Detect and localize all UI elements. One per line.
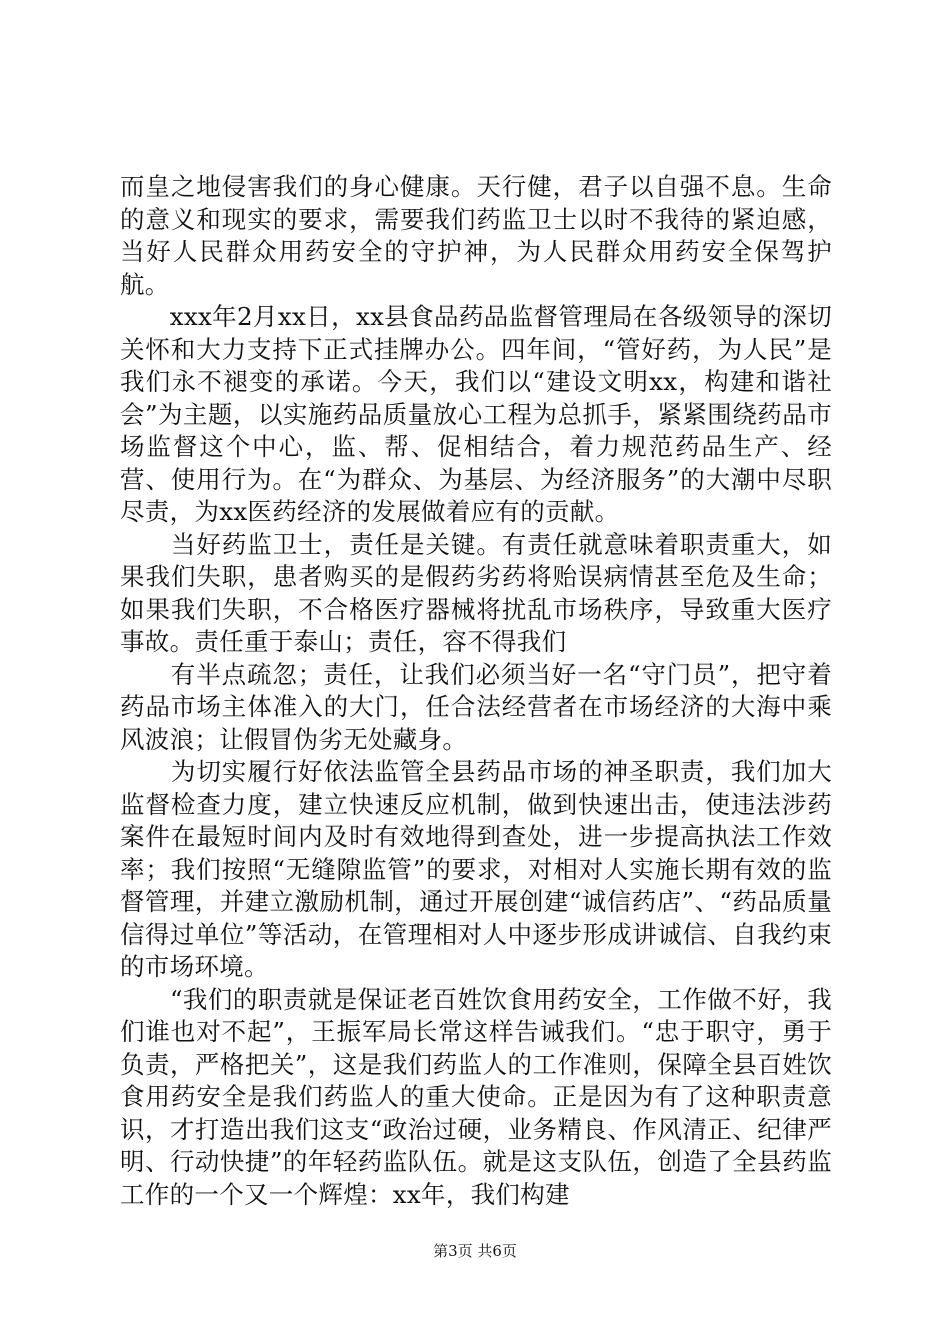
document-body (120, 171, 832, 1211)
paragraph-3: 当好药监卫士，责任是关键。有责任就意味着职责重大，如果我们失职，患者购买的是假药劣药将贻误病情甚至危及生命；如果我们失职，不合格医疗器械将扰乱市场秩序，导致重大医疗事故。责任重于泰山；责任，容不得我们 (120, 529, 832, 656)
page-number-footer: 第3页 共6页 (433, 1242, 517, 1260)
paragraph-4: 有半点疏忽；责任，让我们必须当好一名“守门员”，把守着药品市场主体准入的大门，任合法经营者在市场经济的大海中乘风波浪；让假冒伪劣无处藏身。 (120, 659, 832, 754)
paragraph-6: “我们的职责就是保证老百姓饮食用药安全，工作做不好，我们谁也对不起”，王振军局长常这样告诫我们。“忠于职守，勇于负责，严格把关”，这是我们药监人的工作准则，保障全县百姓饮食用药安全是我们药监人的重大使命。正是因为有了这种职责意识，才打造出我们这支“政治过硬，业务精良、作风清正、纪律严明、行动快捷”的年轻药监队伍。就是这支队伍，创造了全县药监工作的一个又一个辉煌：xx年，我们构建 (120, 984, 832, 1209)
paragraph-1: 而皇之地侵害我们的身心健康。天行健，君子以自强不息。生命的意义和现实的要求，需要我们药监卫士以时不我待的紧迫感，当好人民群众用药安全的守护神，为人民群众用药安全保驾护航。 (120, 172, 832, 299)
paragraph-2: xxx年2月xx日，xx县食品药品监督管理局在各级领导的深切关怀和大力支持下正式挂牌办公。四年间，“管好药，为人民”是我们永不褪变的承诺。今天，我们以“建设文明xx，构建和谐社会”为主题，以实施药品质量放心工程为总抓手，紧紧围绕药品市场监督这个中心，监、帮、促相结合，着力规范药品生产、经营、使用行为。在“为群众、为基层、为经济服务”的大潮中尽职尽责，为xx医药经济的发展做着应有的贡献。 (120, 302, 832, 526)
paragraph-5: 为切实履行好依法监管全县药品市场的神圣职责，我们加大监督检查力度，建立快速反应机制，做到快速出击，使违法涉药案件在最短时间内及时有效地得到查处，进一步提高执法工作效率；我们按照“无缝隙监管”的要求，对相对人实施长期有效的监督管理，并建立激励机制，通过开展创建“诚信药店”、“药品质量信得过单位”等活动，在管理相对人中逐步形成讲诚信、自我约束的市场环境。 (120, 757, 832, 981)
